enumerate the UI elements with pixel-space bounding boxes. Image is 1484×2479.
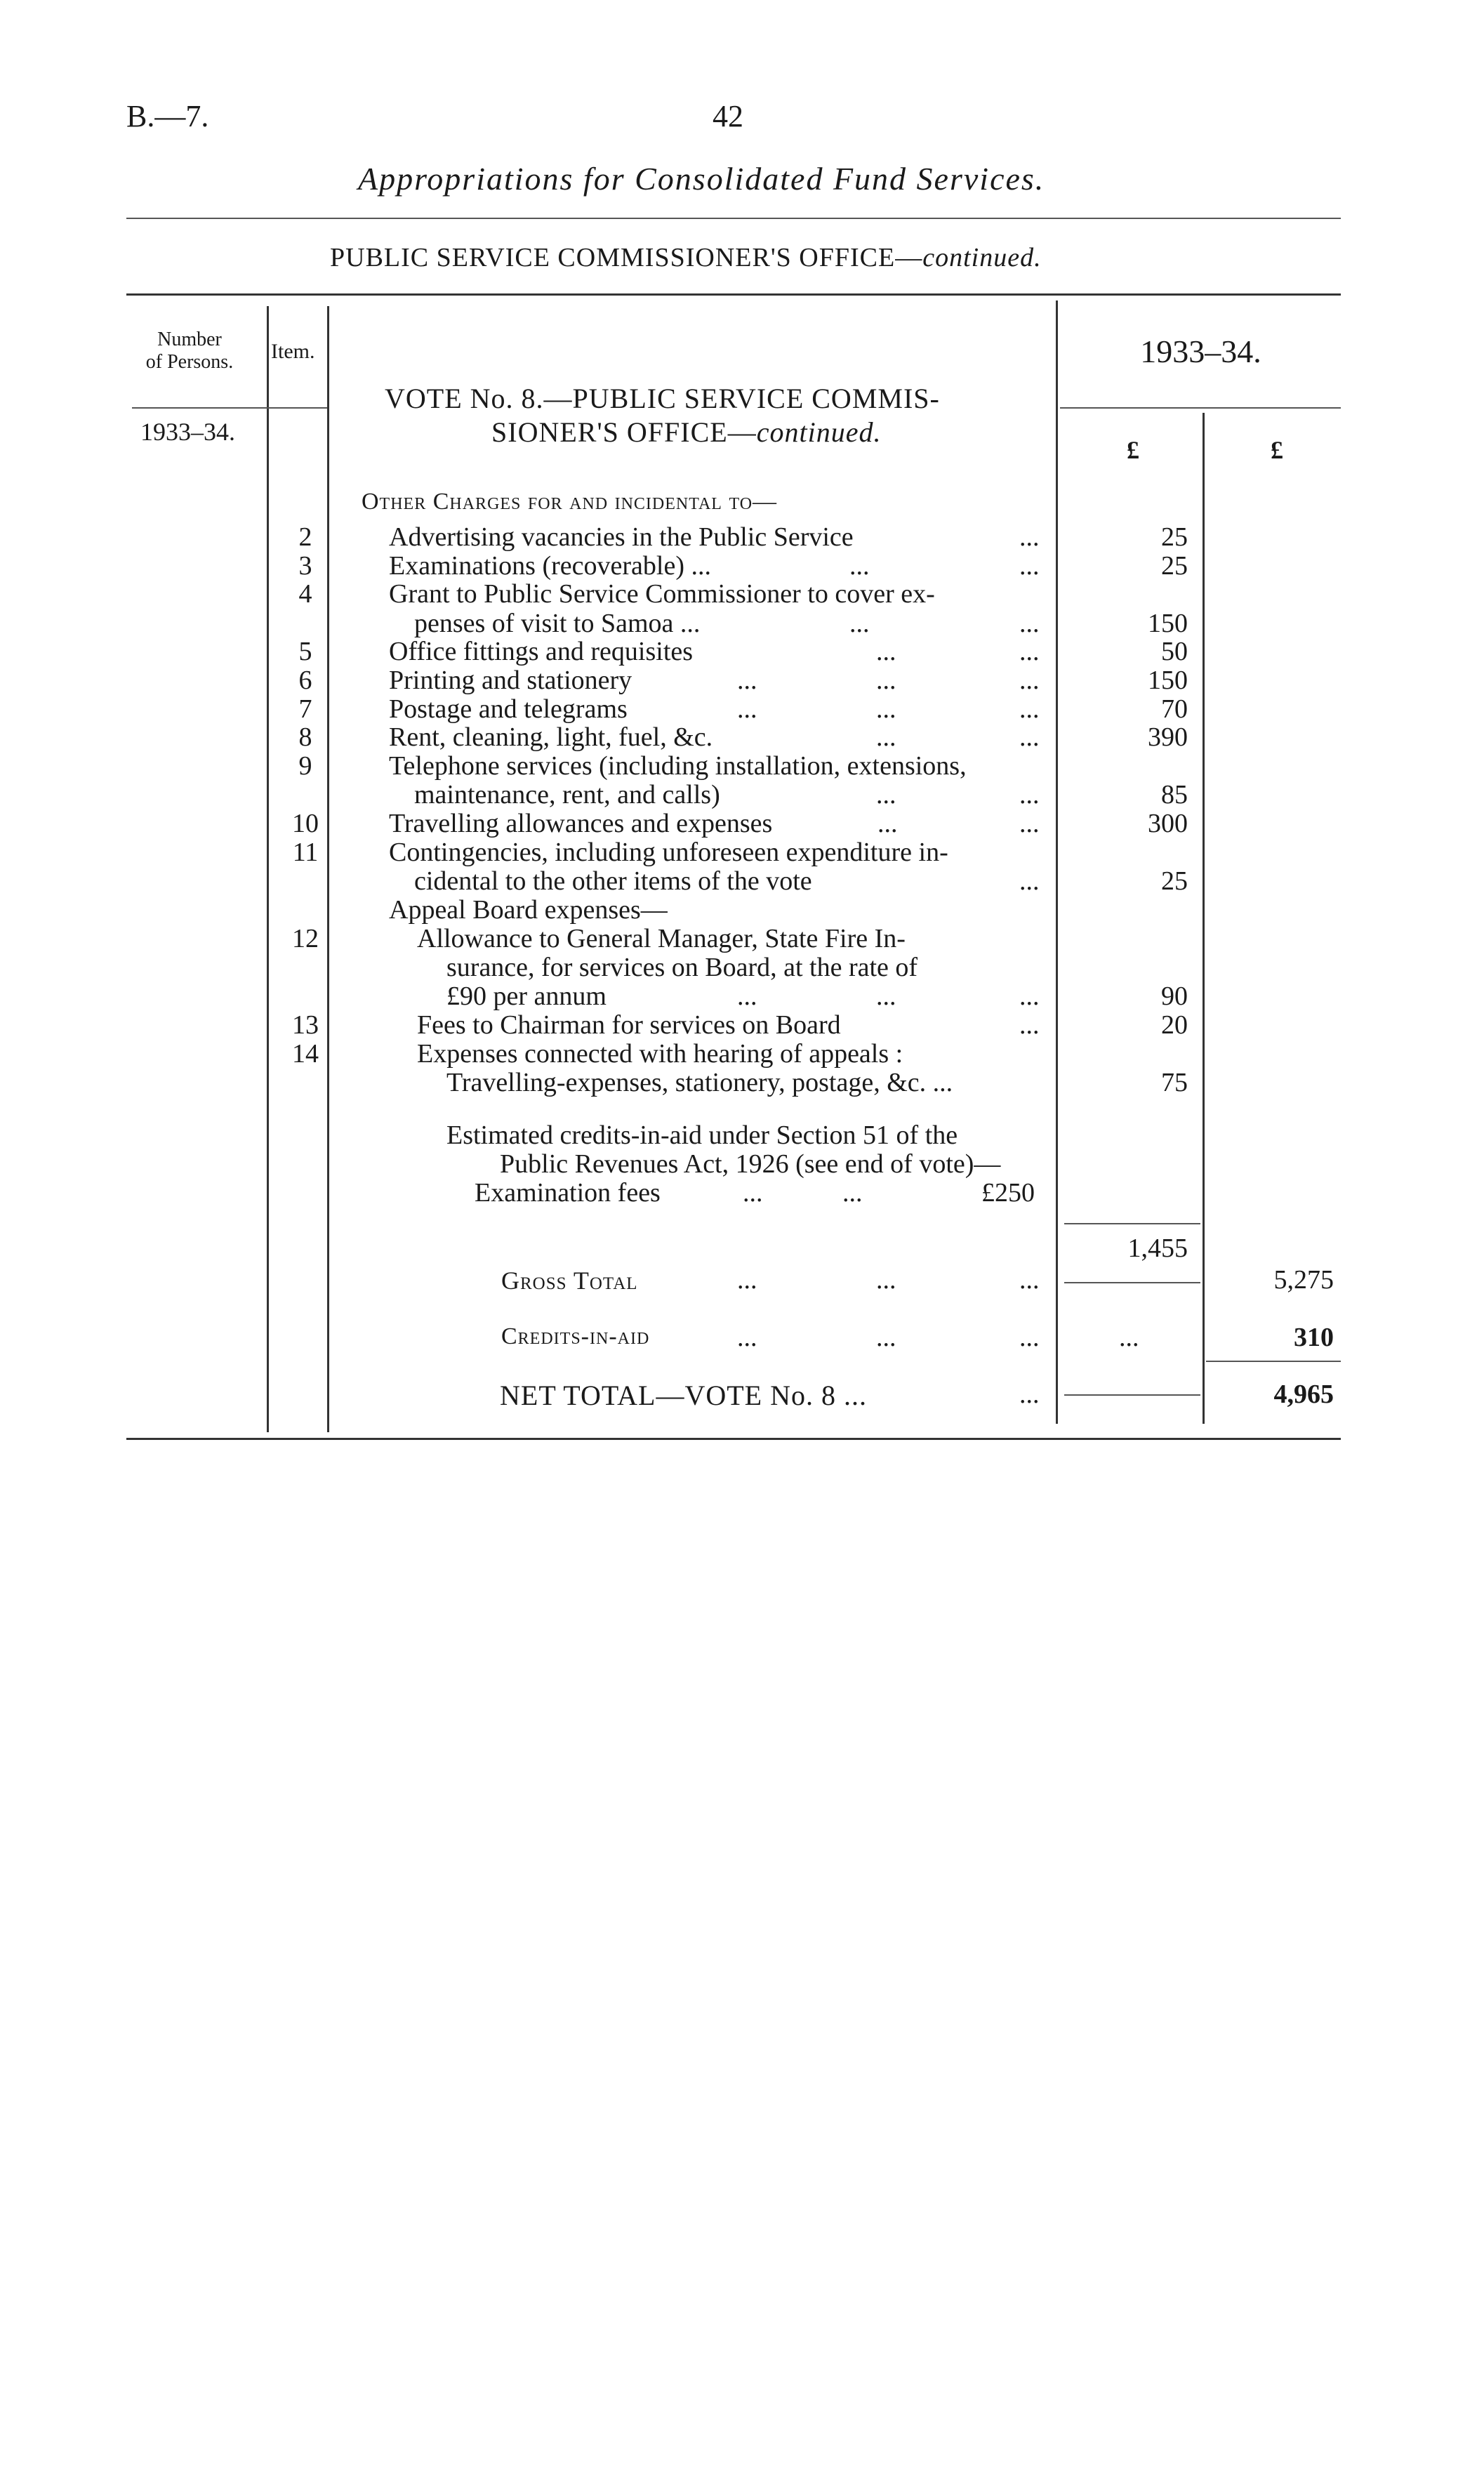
leader-dots: ... xyxy=(1019,694,1040,724)
item-number: 10 xyxy=(292,809,319,838)
item-number: 11 xyxy=(292,838,319,867)
item-description: Allowance to General Manager, State Fire In- xyxy=(417,924,906,953)
subtitle-main: PUBLIC SERVICE COMMISSIONER'S OFFICE— xyxy=(330,243,923,272)
table-top-rule xyxy=(126,293,1341,296)
item-description: Grant to Public Service Commissioner to cover ex- xyxy=(389,579,935,609)
leader-dots: ... xyxy=(737,1265,757,1295)
item-description: Contingencies, including unforeseen expenditure in- xyxy=(389,838,948,867)
leader-dots: ... xyxy=(1019,1010,1040,1040)
persons-year: 1933–34. xyxy=(140,418,235,446)
leader-dots: ... xyxy=(877,809,898,838)
leader-dots: ... xyxy=(876,1265,896,1295)
leader-dots: ... xyxy=(1019,722,1040,752)
leader-dots: ... xyxy=(1019,609,1040,638)
col-divider-amounts xyxy=(1203,413,1205,1424)
leader-dots: ... xyxy=(876,637,896,666)
item-description: Advertising vacancies in the Public Service xyxy=(389,522,854,552)
col-divider-desc-amount xyxy=(1056,300,1058,1424)
leader-dots: ... xyxy=(1019,1265,1040,1295)
item-amount: 25 xyxy=(1161,866,1188,896)
item-amount: 70 xyxy=(1161,694,1188,724)
item-description: Expenses connected with hearing of appeals : xyxy=(417,1039,903,1069)
leader-dots: ... xyxy=(1019,551,1040,581)
credits-note-line3-amount: £250 xyxy=(981,1178,1035,1208)
leader-dots: ... xyxy=(743,1178,763,1208)
item-number: 12 xyxy=(292,924,319,953)
item-description-cont: cidental to the other items of the vote xyxy=(414,866,812,896)
page-number: 42 xyxy=(713,99,743,133)
leader-dots: ... xyxy=(1019,866,1040,896)
amount-header-rule xyxy=(1060,407,1341,409)
vote-title-line1: VOTE No. 8.—PUBLIC SERVICE COMMIS- xyxy=(385,383,940,414)
item-amount: 90 xyxy=(1161,981,1188,1011)
item-description-cont: penses of visit to Samoa ... xyxy=(414,609,701,638)
net-total-rule xyxy=(1064,1394,1200,1396)
leader-dots: ... xyxy=(737,981,757,1011)
item-description: Examinations (recoverable) ... xyxy=(389,551,711,581)
item-number: 3 xyxy=(298,551,312,581)
number-of-persons-line2: of Persons. xyxy=(145,351,234,373)
item-amount: 150 xyxy=(1148,666,1188,695)
gross-total-label: Gross Total xyxy=(501,1267,638,1295)
leader-dots: ... xyxy=(1019,666,1040,695)
item-amount: 20 xyxy=(1161,1010,1188,1040)
col-divider-item-desc xyxy=(327,306,329,1432)
item-amount: 85 xyxy=(1161,780,1188,809)
subtotal-amount: 1,455 xyxy=(1127,1234,1188,1263)
leader-dots: ... xyxy=(876,666,896,695)
credits-rule xyxy=(1206,1361,1341,1362)
vote-title-line2 xyxy=(491,418,881,447)
vote-title-continued: continued. xyxy=(756,416,882,448)
item-amount: 300 xyxy=(1148,809,1188,838)
leader-dots: ... xyxy=(1019,637,1040,666)
item-amount: 150 xyxy=(1148,609,1188,638)
page-title: Appropriations for Consolidated Fund Services. xyxy=(358,161,1045,197)
item-number: 4 xyxy=(298,579,312,609)
credits-note-line1: Estimated credits-in-aid under Section 51 of the xyxy=(446,1120,958,1150)
leader-dots: ... xyxy=(737,666,757,695)
net-total-amount: 4,965 xyxy=(1273,1380,1334,1409)
item-description: Telephone services (including installation, extensions, xyxy=(389,751,967,781)
item-description-cont: £90 per annum xyxy=(446,981,607,1011)
item-description: Fees to Chairman for services on Board xyxy=(417,1010,841,1040)
subtotal-top-rule xyxy=(1064,1223,1200,1224)
item-number: 14 xyxy=(292,1039,319,1069)
item-number: 8 xyxy=(298,722,312,752)
persons-header-rule xyxy=(132,407,327,409)
leader-dots: ... xyxy=(1019,780,1040,809)
vote-title-main: SIONER'S OFFICE— xyxy=(491,416,757,448)
item-amount: 75 xyxy=(1161,1068,1188,1097)
gross-total-amount: 5,275 xyxy=(1273,1265,1334,1295)
leader-dots: ... xyxy=(876,694,896,724)
leader-dots: ... xyxy=(1019,522,1040,552)
appeal-board-heading: Appeal Board expenses— xyxy=(389,895,668,925)
leader-dots: ... xyxy=(1019,1380,1040,1409)
item-number: 2 xyxy=(298,522,312,552)
item-description-cont: surance, for services on Board, at the rate of xyxy=(446,953,918,982)
credits-in-aid-label: Credits-in-aid xyxy=(501,1323,650,1349)
leader-dots: ... xyxy=(737,694,757,724)
leader-dots: ... xyxy=(1019,1323,1040,1352)
item-amount: 25 xyxy=(1161,522,1188,552)
item-description: Printing and stationery xyxy=(389,666,632,695)
item-amount: 50 xyxy=(1161,637,1188,666)
page-subtitle xyxy=(330,242,1042,273)
item-number: 5 xyxy=(298,637,312,666)
pound-symbol-1: £ xyxy=(1127,436,1139,464)
leader-dots: ... xyxy=(842,1178,863,1208)
leader-dots: ... xyxy=(849,551,870,581)
credits-in-aid-amount: 310 xyxy=(1294,1323,1334,1352)
leader-dots: ... xyxy=(849,609,870,638)
item-header: Item. xyxy=(271,340,315,363)
amount-year-header: 1933–34. xyxy=(1140,333,1261,369)
number-of-persons-header xyxy=(126,329,253,373)
gross-total-rule xyxy=(1064,1282,1200,1283)
item-description: Travelling allowances and expenses xyxy=(389,809,773,838)
pound-symbol-2: £ xyxy=(1271,436,1283,464)
item-description-cont: Travelling-expenses, stationery, postage, &c. ... xyxy=(446,1068,953,1097)
leader-dots: ... xyxy=(1019,809,1040,838)
credits-note-line3-label: Examination fees xyxy=(475,1178,661,1208)
subtitle-continued: continued. xyxy=(922,243,1042,272)
credits-note-line2: Public Revenues Act, 1926 (see end of vote)— xyxy=(500,1149,1001,1179)
table-bottom-rule xyxy=(126,1438,1341,1440)
item-amount: 25 xyxy=(1161,551,1188,581)
section-heading: Other Charges for and incidental to— xyxy=(362,489,778,515)
net-total-label: NET TOTAL—VOTE No. 8 ... xyxy=(500,1380,867,1411)
item-description: Postage and telegrams xyxy=(389,694,628,724)
number-of-persons-line1: Number xyxy=(157,329,222,350)
item-number: 7 xyxy=(298,694,312,724)
col-divider-persons-item xyxy=(267,306,269,1432)
item-description-cont: maintenance, rent, and calls) xyxy=(414,780,720,809)
item-number: 9 xyxy=(298,751,312,781)
item-amount: 390 xyxy=(1148,722,1188,752)
leader-dots: ... xyxy=(876,981,896,1011)
title-rule xyxy=(126,218,1341,219)
item-number: 6 xyxy=(298,666,312,695)
page-reference: B.—7. xyxy=(126,99,209,133)
leader-dots: ... xyxy=(737,1323,757,1352)
leader-dots: ... xyxy=(876,722,896,752)
leader-dots: ... xyxy=(1019,981,1040,1011)
item-description: Rent, cleaning, light, fuel, &c. xyxy=(389,722,713,752)
credits-in-aid-subcolumn: ... xyxy=(1119,1323,1139,1352)
item-description: Office fittings and requisites xyxy=(389,637,694,666)
item-number: 13 xyxy=(292,1010,319,1040)
leader-dots: ... xyxy=(876,1323,896,1352)
leader-dots: ... xyxy=(876,780,896,809)
